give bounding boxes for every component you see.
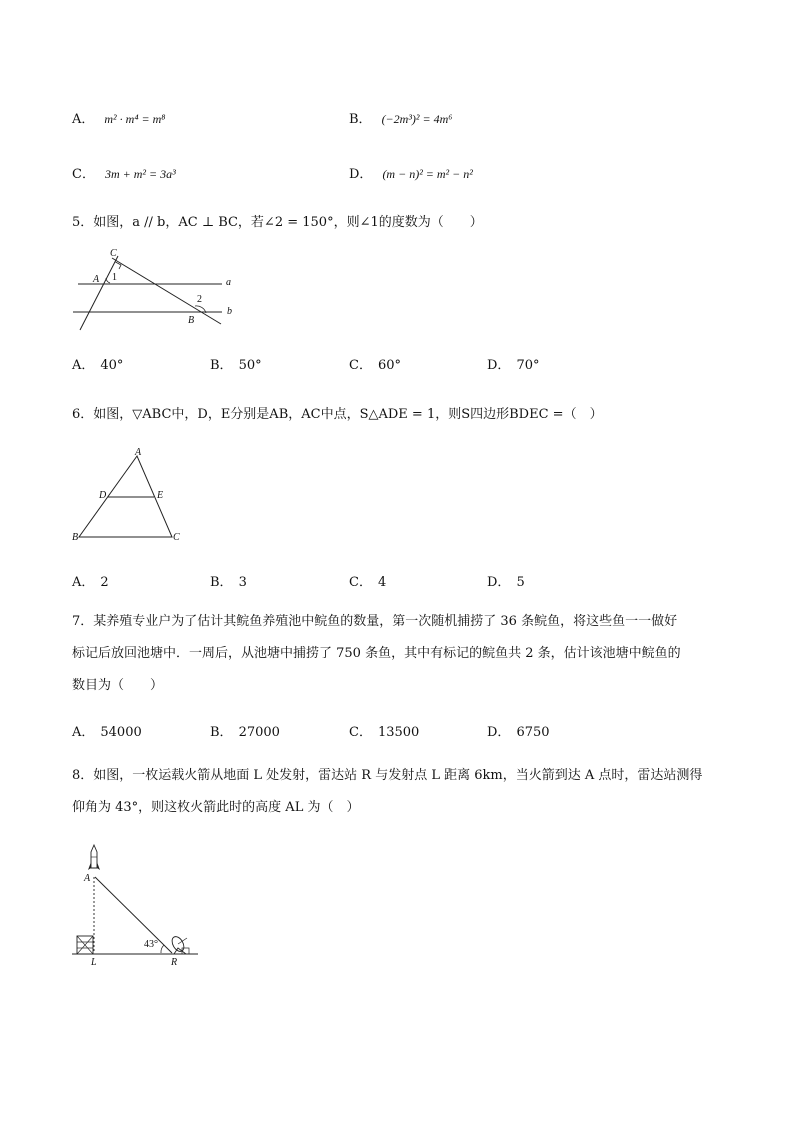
- q6-option-b: B． 3: [210, 575, 247, 590]
- q6-label-b: B: [72, 532, 79, 543]
- q6-option-c: C． 4: [349, 575, 387, 590]
- q7-option-d: D． 6750: [487, 725, 550, 740]
- q8-label-a: A: [84, 873, 91, 884]
- q4-option-a-expr: m² · m⁴ = m⁸: [104, 112, 166, 126]
- q6-option-d: D． 5: [487, 575, 525, 590]
- q7-option-a: A． 54000: [72, 725, 142, 740]
- q4-option-d-expr: (m − n)² = m² − n²: [382, 167, 473, 181]
- q5-label-2: 2: [197, 294, 202, 305]
- q8-label-l: L: [91, 957, 97, 968]
- q5-label-a: A: [93, 274, 100, 285]
- launch-tower-icon: [77, 936, 93, 954]
- q6-label-d: D: [99, 490, 107, 501]
- q8-line-1: 8．如图，一枚运载火箭从地面 L 处发射，雷达站 R 与发射点 L 距离 6km，当火箭到达 A 点时，雷达站测得: [72, 768, 703, 783]
- q6-label-c: C: [173, 532, 180, 543]
- q8-label-r: R: [171, 957, 178, 968]
- q8-angle-arc: [161, 945, 164, 953]
- q5-label-line-b: b: [227, 306, 232, 317]
- q4-option-b-expr: (−2m³)² = 4m⁶: [381, 112, 453, 126]
- q6-stem: 6．如图，▽ABC中，D，E分别是AB，AC中点，S△ADE = 1，则S四边形BDEC =（ ）: [72, 407, 603, 422]
- rocket-icon: [88, 845, 100, 870]
- q4-option-c-expr: 3m + m² = 3a³: [104, 167, 176, 181]
- q6-label-e: E: [157, 490, 164, 501]
- q8-line-ar: [95, 877, 172, 953]
- q5-label-1: 1: [112, 272, 117, 283]
- q4-option-d: D． (m − n)² = m² − n²: [349, 167, 473, 182]
- q5-option-b: B． 50°: [210, 358, 262, 373]
- q8-label-angle: 43°: [144, 939, 158, 950]
- q5-option-d: D． 70°: [487, 358, 540, 373]
- q7-line-2: 标记后放回池塘中．一周后，从池塘中捕捞了 750 条鱼，其中有标记的鲩鱼共 2 条，估计该池塘中鲩鱼的: [72, 646, 681, 661]
- q7-line-3: 数目为（ ）: [72, 678, 164, 693]
- q4-option-c: C． 3m + m² = 3a³: [72, 167, 176, 182]
- q6-label-a: A: [135, 447, 142, 458]
- q4-option-b: B． (−2m³)² = 4m⁶: [349, 112, 453, 127]
- q7-line-1: 7．某养殖专业户为了估计其鲩鱼养殖池中鲩鱼的数量，第一次随机捕捞了 36 条鲩鱼，将这些鱼一一做好: [72, 614, 678, 629]
- q5-label-b-point: B: [188, 315, 195, 326]
- q7-option-b: B． 27000: [210, 725, 280, 740]
- radar-dish-icon: [170, 935, 189, 954]
- q5-label-line-a: a: [226, 277, 231, 288]
- q7-option-c: C． 13500: [349, 725, 420, 740]
- q4-option-a: A． m² · m⁴ = m⁸: [72, 112, 166, 127]
- q5-stem: 5．如图，a // b，AC ⊥ BC，若∠2 = 150°，则∠1的度数为（ ）: [72, 215, 483, 230]
- q5-option-a: A． 40°: [72, 358, 124, 373]
- q8-line-2: 仰角为 43°，则这枚火箭此时的高度 AL 为（ ）: [72, 800, 360, 815]
- q6-option-a: A． 2: [72, 575, 109, 590]
- q5-label-c: C: [110, 248, 117, 259]
- q5-option-c: C． 60°: [349, 358, 401, 373]
